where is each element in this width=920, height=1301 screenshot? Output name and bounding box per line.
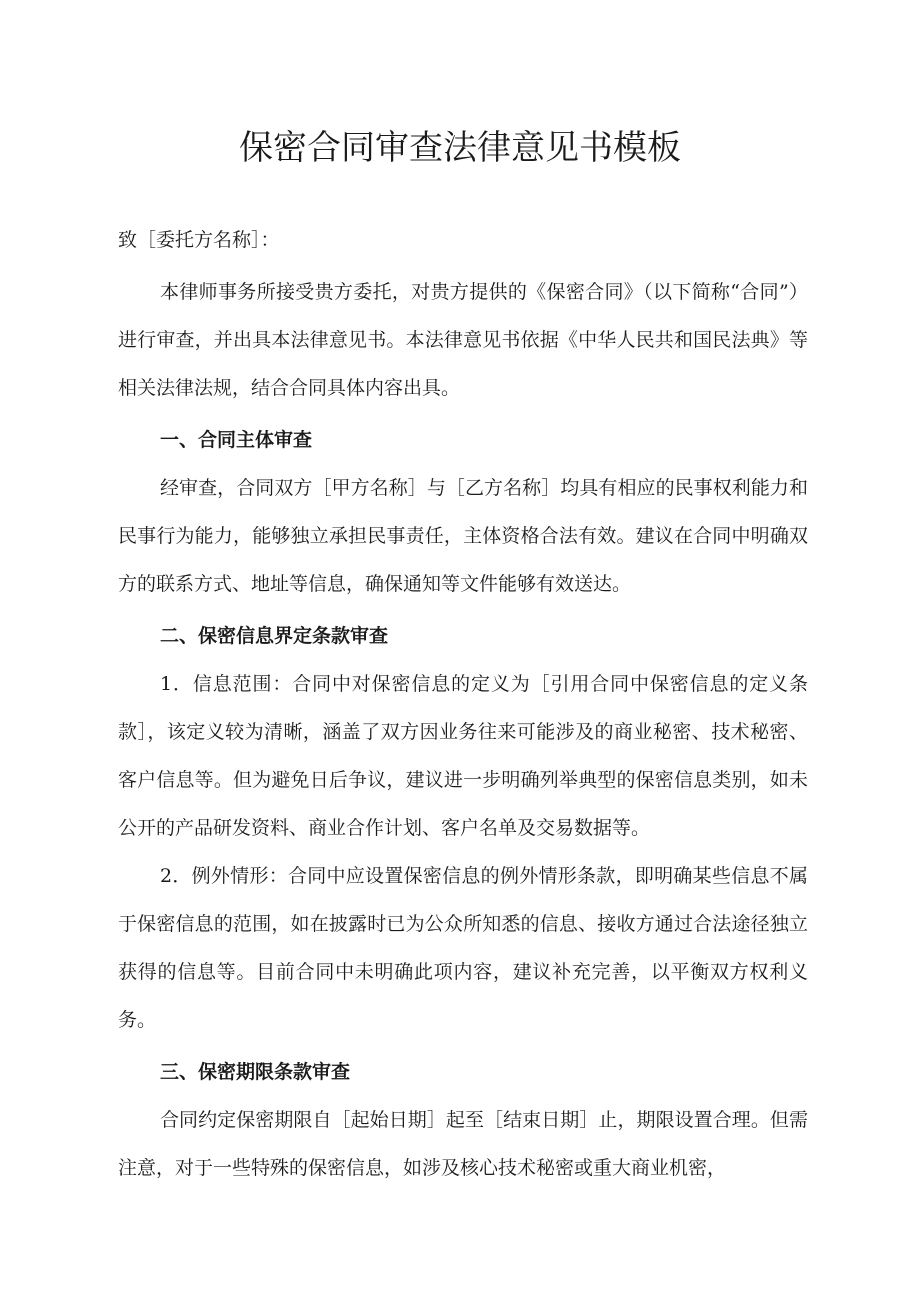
section-1-paragraph: 经审查，合同双方［甲方名称］与［乙方名称］均具有相应的民事权利能力和民事行为能力，能够独立承担民事责任，主体资格合法有效。建议在合同中明确双方的联系方式、地址等信息，确保通知等文件能够有效送达。 xyxy=(118,477,808,595)
intro-paragraph: 本律师事务所接受贵方委托，对贵方提供的《保密合同》（以下简称“合同”）进行审查，并出具本法律意见书。本法律意见书依据《中华人民共和国民法典》等相关法律法规，结合合同具体内容出具。 xyxy=(118,281,808,399)
section-2-heading: 二、保密信息界定条款审查 xyxy=(160,625,389,647)
document-body xyxy=(118,216,808,1192)
section-3-paragraph: 合同约定保密期限自［起始日期］起至［结束日期］止，期限设置合理。但需注意，对于一些特殊的保密信息，如涉及核心技术秘密或重大商业机密， xyxy=(118,1109,808,1179)
section-1-heading: 一、合同主体审查 xyxy=(160,429,313,451)
section-3-heading: 三、保密期限条款审查 xyxy=(160,1061,351,1083)
salutation: 致［委托方名称］： xyxy=(118,229,280,251)
document-title: 保密合同审查法律意见书模板 xyxy=(239,128,681,168)
section-2-item-2: 2．例外情形：合同中应设置保密信息的例外情形条款，即明确某些信息不属于保密信息的范围，如在披露时已为公众所知悉的信息、接收方通过合法途径独立获得的信息等。目前合同中未明确此项内容，建议补充完善，以平衡双方权利义务。 xyxy=(118,865,808,1031)
section-2-item-1: 1．信息范围：合同中对保密信息的定义为［引用合同中保密信息的定义条款］，该定义较为清晰，涵盖了双方因业务往来可能涉及的商业秘密、技术秘密、客户信息等。但为避免日后争议，建议进一步明确列举典型的保密信息类别，如未公开的产品研发资料、商业合作计划、客户名单及交易数据等。 xyxy=(118,673,808,839)
